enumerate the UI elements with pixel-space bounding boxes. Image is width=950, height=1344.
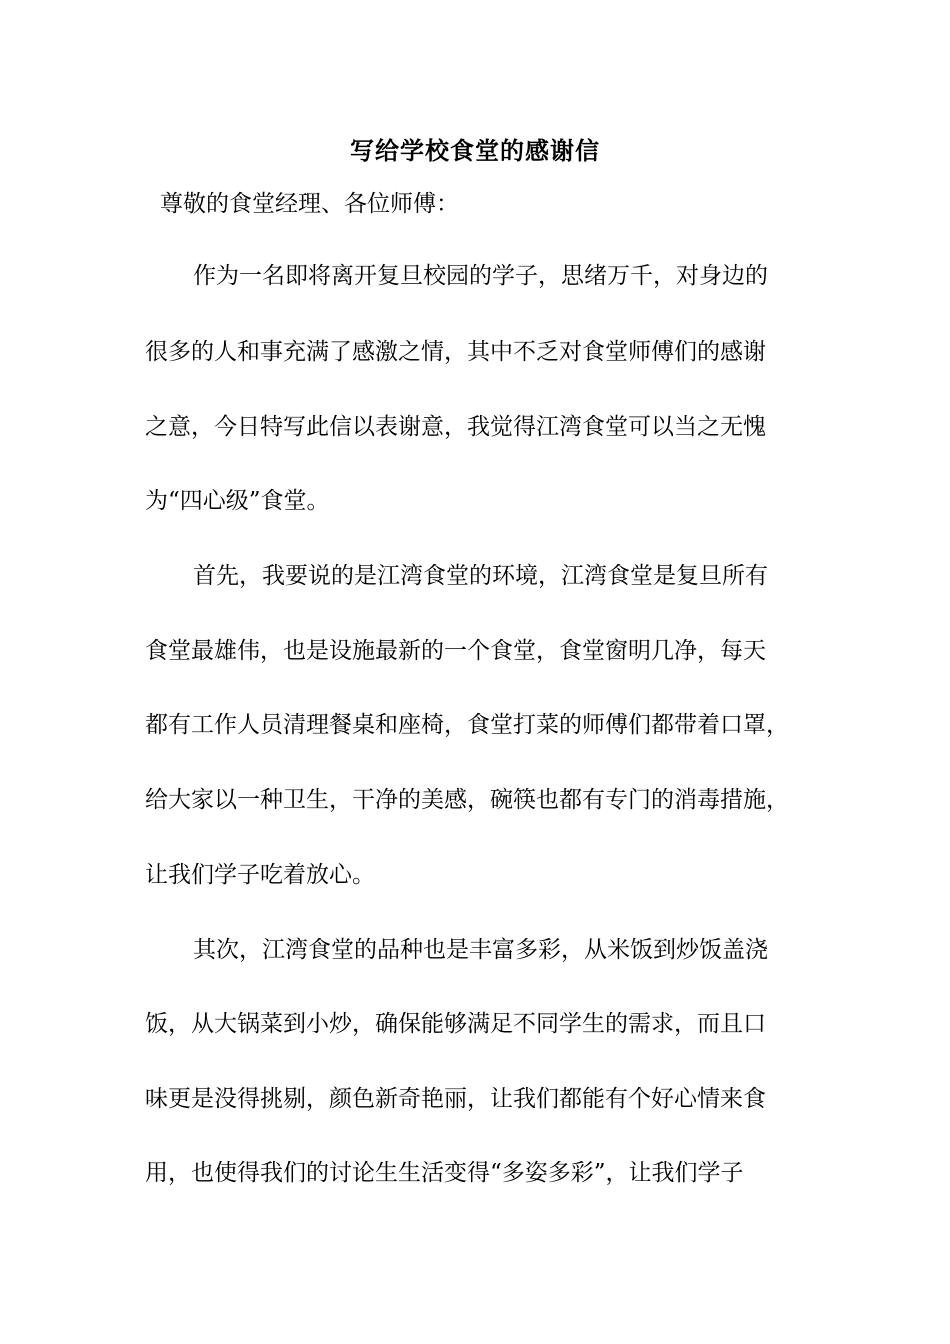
paragraph-2-line-4: 给大家以一种卫生，干净的美感，碗筷也都有专门的消毒措施，	[145, 787, 789, 813]
paragraph-2-line-3: 都有工作人员清理餐桌和座椅，食堂打菜的师傅们都带着口罩，	[145, 712, 789, 738]
paragraph-1-line-2: 很多的人和事充满了感激之情，其中不乏对食堂师傅们的感谢	[145, 339, 766, 365]
paragraph-2-line-1: 首先，我要说的是江湾食堂的环境，江湾食堂是复旦所有	[193, 563, 768, 589]
letter-title: 写给学校食堂的感谢信	[350, 136, 600, 165]
paragraph-1-line-1: 作为一名即将离开复旦校园的学子，思绪万千，对身边的	[193, 263, 768, 289]
paragraph-3-line-3: 味更是没得挑剔，颜色新奇艳丽，让我们都能有个好心情来食	[145, 1086, 766, 1112]
paragraph-2-line-5: 让我们学子吃着放心。	[145, 862, 375, 888]
paragraph-1-line-3: 之意，今日特写此信以表谢意，我觉得江湾食堂可以当之无愧	[145, 414, 766, 440]
paragraph-3-line-2: 饭，从大锅菜到小炒，确保能够满足不同学生的需求，而且口	[145, 1011, 766, 1037]
paragraph-3-line-4: 用，也使得我们的讨论生生活变得“多姿多彩”，让我们学子	[145, 1160, 744, 1186]
paragraph-2-line-2: 食堂最雄伟，也是设施最新的一个食堂，食堂窗明几净，每天	[145, 638, 766, 664]
paragraph-1-line-4: 为“四心级”食堂。	[145, 488, 330, 514]
paragraph-3-line-1: 其次，江湾食堂的品种也是丰富多彩，从米饭到炒饭盖浇	[193, 937, 768, 963]
letter-salutation: 尊敬的食堂经理、各位师傅：	[160, 191, 459, 217]
